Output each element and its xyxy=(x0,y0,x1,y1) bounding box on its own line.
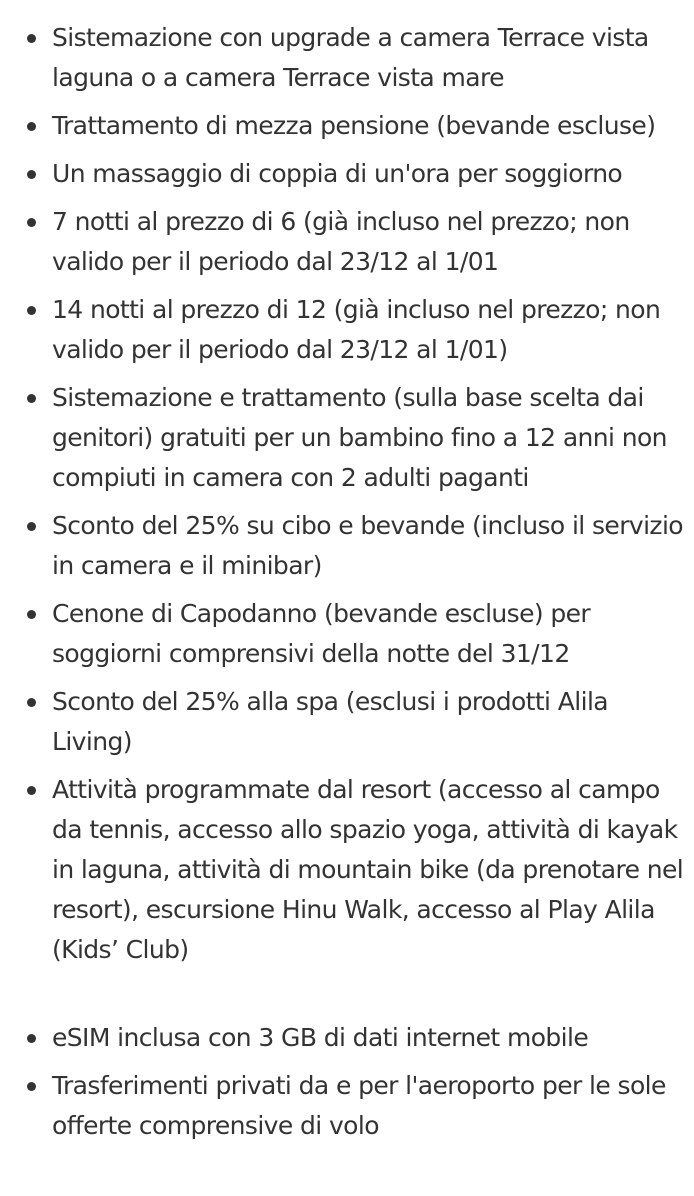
bullet-icon xyxy=(27,218,36,227)
bullet-icon xyxy=(27,610,36,619)
list-item-text: 7 notti al prezzo di 6 (già incluso nel prezzo; non valido per il periodo dal 23/12 al 1/01 xyxy=(52,207,630,276)
list-item-text: Trasferimenti privati da e per l'aeroporto per le sole offerte comprensive di volo xyxy=(52,1071,666,1140)
bullet-icon xyxy=(27,786,36,795)
bullet-icon xyxy=(27,522,36,531)
list-item-text: Sconto del 25% alla spa (esclusi i prodotti Alila Living) xyxy=(52,687,609,756)
list-item-text: Sconto del 25% su cibo e bevande (incluso il servizio in camera e il minibar) xyxy=(52,511,683,580)
bullet-icon xyxy=(27,1082,36,1091)
list-item-text: eSIM inclusa con 3 GB di dati internet mobile xyxy=(52,1023,589,1052)
bullet-icon xyxy=(27,1034,36,1043)
list-item xyxy=(0,378,694,498)
list-item xyxy=(0,290,694,370)
bullet-icon xyxy=(27,122,36,131)
bullet-icon xyxy=(27,170,36,179)
list-item xyxy=(0,1066,694,1146)
list-item-text: 14 notti al prezzo di 12 (già incluso nel prezzo; non valido per il periodo dal 23/12 al 1/01) xyxy=(52,295,661,364)
list-item xyxy=(0,202,694,282)
list-item-text: Un massaggio di coppia di un'ora per soggiorno xyxy=(52,159,623,188)
list-item xyxy=(0,770,694,970)
list-item xyxy=(0,154,694,194)
bullet-icon xyxy=(27,394,36,403)
bullet-icon xyxy=(27,306,36,315)
list-item-text: Sistemazione con upgrade a camera Terrace vista laguna o a camera Terrace vista mare xyxy=(52,23,649,92)
list-item-text: Sistemazione e trattamento (sulla base scelta dai genitori) gratuiti per un bambino fino a 12 anni non compiuti in camera con 2 adulti paganti xyxy=(52,383,667,492)
list-item-text: Attività programmate dal resort (accesso al campo da tennis, accesso allo spazio yoga, attività di kayak in laguna, attività di mountain bike (da prenotare nel resort), escursione Hinu Walk, accesso al Play Alila (Kids’ Club) xyxy=(52,775,684,964)
list-item-text: Cenone di Capodanno (bevande escluse) per soggiorni comprensivi della notte del 31/12 xyxy=(52,599,591,668)
list-item xyxy=(0,18,694,98)
list-item xyxy=(0,506,694,586)
list-item xyxy=(0,106,694,146)
list-item xyxy=(0,594,694,674)
list-item xyxy=(0,682,694,762)
list-item xyxy=(0,1018,694,1058)
list-item-text: Trattamento di mezza pensione (bevande escluse) xyxy=(52,111,656,140)
bullet-icon xyxy=(27,34,36,43)
bullet-icon xyxy=(27,698,36,707)
